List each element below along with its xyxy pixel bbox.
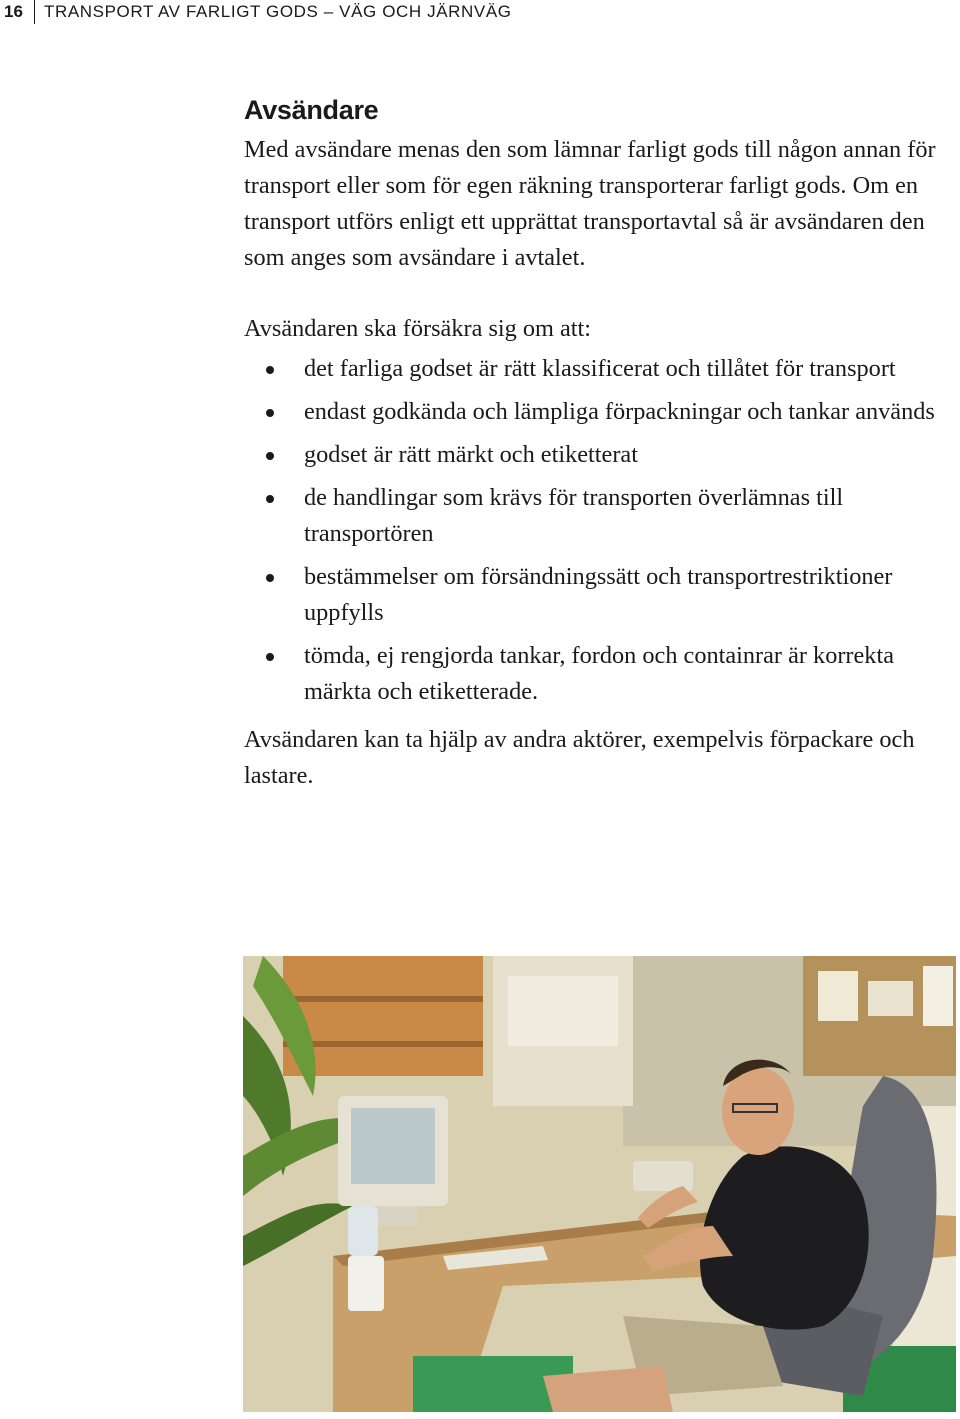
running-title: TRANSPORT AV FARLIGT GODS – VÄG OCH JÄRNVÄG	[44, 2, 512, 21]
sender-duties-list	[244, 351, 956, 710]
list-item	[244, 638, 956, 710]
bullet-icon	[266, 452, 274, 460]
page-number: 16	[4, 2, 23, 21]
list-item-text: godset är rätt märkt och etiketterat	[304, 441, 638, 468]
bullet-icon	[266, 653, 274, 661]
list-item	[244, 437, 956, 473]
list-item-text: de handlingar som krävs för transporten överlämnas till transportören	[304, 484, 844, 547]
list-item	[244, 394, 956, 430]
intro-paragraph: Med avsändare menas den som lämnar farligt gods till någon annan för transport eller som för egen räkning transporterar farligt gods. Om en transport utförs enligt ett upprättat transportavtal så är avsändaren den som anges som avsändare i avtalet.	[244, 136, 936, 271]
office-photo	[243, 956, 956, 1412]
section-heading: Avsändare	[244, 95, 379, 125]
list-item-text: det farliga godset är rätt klassificerat och tillåtet för transport	[304, 355, 896, 382]
list-item	[244, 559, 956, 631]
list-lead-text: Avsändaren ska försäkra sig om att:	[244, 315, 592, 342]
office-photo-illustration	[243, 956, 956, 1412]
bullet-icon	[266, 495, 274, 503]
bullet-icon	[266, 409, 274, 417]
main-content	[244, 92, 956, 794]
bullet-icon	[266, 366, 274, 374]
header-divider	[34, 0, 35, 24]
bullet-icon	[266, 574, 274, 582]
list-item-text: tömda, ej rengjorda tankar, fordon och containrar är korrekta märkta och etiketterade.	[304, 642, 894, 705]
list-item-text: endast godkända och lämpliga förpackningar och tankar används	[304, 398, 935, 425]
list-item-text: bestämmelser om försändningssätt och transportrestriktioner uppfylls	[304, 563, 893, 626]
running-header	[0, 0, 960, 24]
list-item	[244, 480, 956, 552]
list-item	[244, 351, 956, 387]
closing-paragraph: Avsändaren kan ta hjälp av andra aktörer, exempelvis förpackare och lastare.	[244, 726, 915, 789]
